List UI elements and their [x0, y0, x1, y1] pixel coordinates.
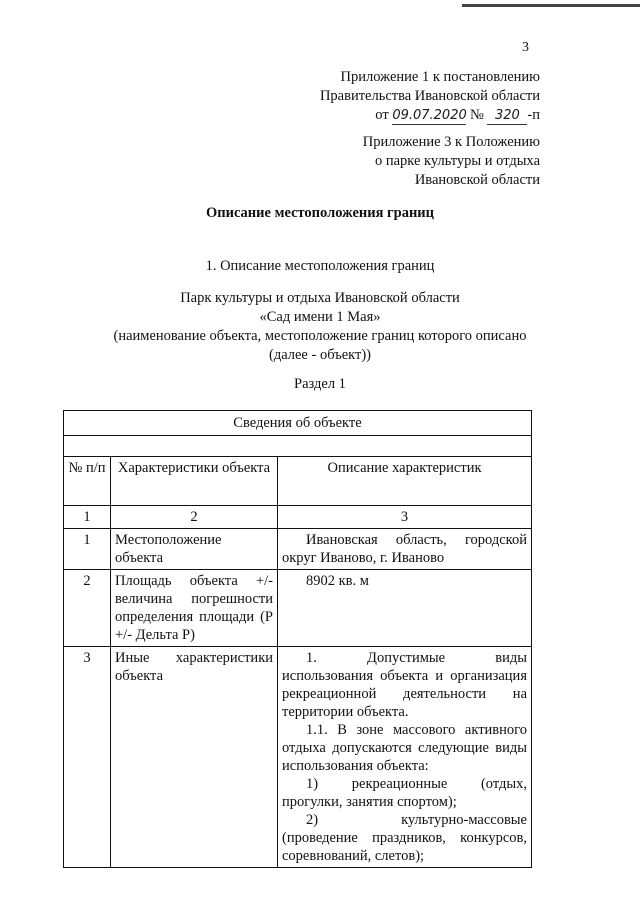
table-row — [64, 529, 532, 570]
header-num: № п/п — [64, 457, 111, 506]
appendix-3-line1: Приложение 3 к Положению — [362, 134, 540, 150]
row-characteristic: Местоположение объекта — [111, 529, 278, 570]
row-description: 8902 кв. м — [278, 570, 532, 647]
desc-paragraph: 1.1. В зоне массового активного отдыха допускаются следующие виды использования объекта: — [282, 722, 527, 774]
appendix-3-line2: о парке культуры и отдыха — [374, 153, 540, 169]
table-index-row — [64, 506, 532, 529]
row-description: Ивановская область, городской округ Иваново, г. Иваново — [278, 529, 532, 570]
appendix-3-block — [363, 133, 540, 190]
date-handwritten: 09.07.2020 — [392, 108, 467, 123]
row-characteristic: Иные характеристики объекта — [111, 647, 278, 868]
desc-paragraph: 1. Допустимые виды использования объекта и организация рекреационной деятельности на территории объекта. — [282, 650, 527, 720]
header-description: Описание характеристик — [278, 457, 532, 506]
desc-paragraph: 2) культурно-массовые (проведение праздников, конкурсов, соревнований, слетов); — [282, 812, 527, 864]
desc-paragraph: 1) рекреационные (отдых, прогулки, занятия спортом); — [282, 776, 527, 810]
table-row — [64, 647, 532, 868]
object-line3: (наименование объекта, местоположение границ которого описано — [113, 328, 527, 344]
number-handwritten: 320 — [487, 108, 527, 125]
date-prefix: от — [375, 107, 389, 123]
row-num: 2 — [64, 570, 111, 647]
appendix-1-line2: Правительства Ивановской области — [319, 88, 540, 104]
row-characteristic: Площадь объекта +/- величина погрешности определения площади (Р +/- Дельта Р) — [111, 570, 278, 647]
index-1: 1 — [64, 506, 111, 529]
row-num: 3 — [64, 647, 111, 868]
top-scan-line — [462, 4, 640, 7]
section-title: Раздел 1 — [294, 376, 346, 392]
table-title: Сведения об объекте — [64, 411, 532, 436]
page-number: 3 — [522, 40, 529, 55]
object-info-table — [63, 410, 532, 868]
table-empty-row — [64, 436, 532, 457]
row-description — [278, 647, 532, 868]
table-row — [64, 570, 532, 647]
object-line2: «Сад имени 1 Мая» — [259, 309, 381, 325]
object-line1: Парк культуры и отдыха Ивановской области — [180, 290, 460, 306]
header-characteristic: Характеристики объекта — [111, 457, 278, 506]
row-num: 1 — [64, 529, 111, 570]
appendix-1-block — [320, 68, 540, 125]
sub-heading: 1. Описание местоположения границ — [205, 258, 435, 274]
appendix-3-line3: Ивановской области — [414, 172, 540, 188]
appendix-1-line1: Приложение 1 к постановлению — [340, 69, 540, 85]
index-2: 2 — [111, 506, 278, 529]
index-3: 3 — [278, 506, 532, 529]
object-line4: (далее - объект)) — [268, 347, 371, 363]
number-suffix: -п — [527, 107, 540, 123]
number-prefix: № — [469, 107, 484, 123]
object-description — [0, 289, 640, 365]
main-heading: Описание местоположения границ — [205, 205, 435, 221]
appendix-1-date-line — [320, 106, 540, 125]
table-header-row — [64, 457, 532, 506]
